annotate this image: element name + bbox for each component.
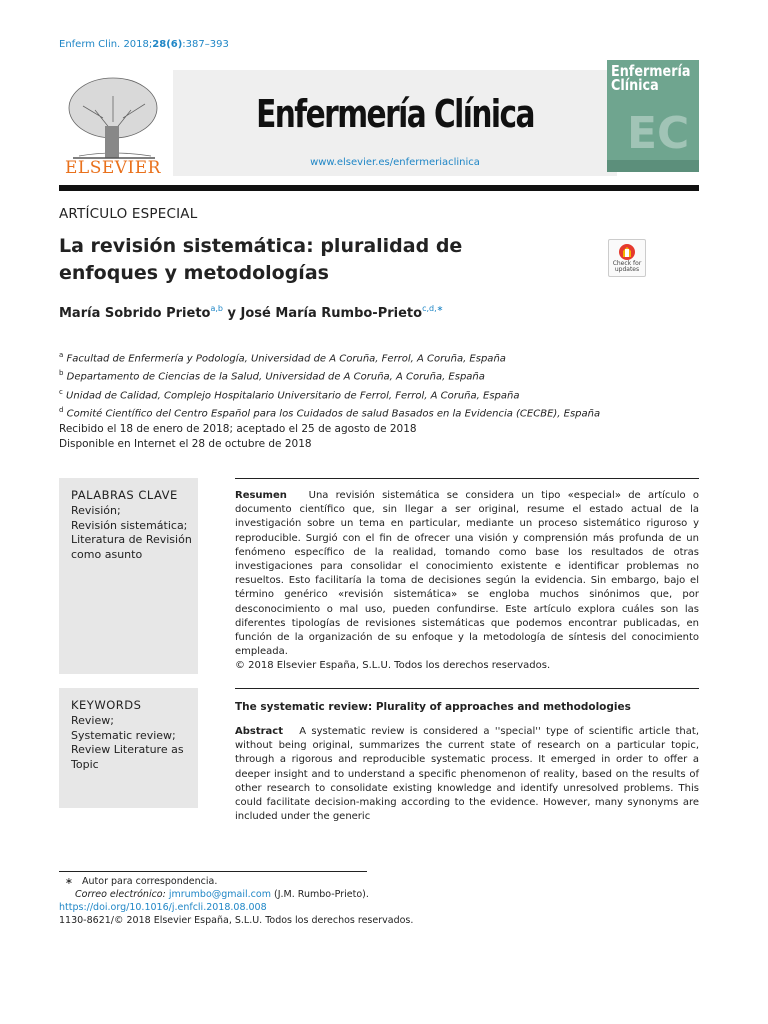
cover-title xyxy=(611,64,690,92)
doi-link[interactable]: https://doi.org/10.1016/j.enfcli.2018.08.008 xyxy=(59,902,267,913)
cover-footer-band xyxy=(607,160,699,172)
affiliation-text: Unidad de Calidad, Complejo Hospitalario Universitario de Ferrol, Ferrol, A Coruña, España xyxy=(66,389,520,401)
keywords-es-list xyxy=(71,504,196,562)
keywords-es-box xyxy=(59,478,198,674)
email-link[interactable]: jmrumbo@gmail.com xyxy=(168,889,271,900)
check-updates-icon xyxy=(618,243,636,261)
author-1-affil[interactable]: a,b xyxy=(210,304,223,313)
online-date: Disponible en Internet el 28 de octubre de 2018 xyxy=(59,438,312,450)
affiliations-list xyxy=(59,348,600,421)
affiliation-item xyxy=(59,348,600,366)
article-section-label: ARTÍCULO ESPECIAL xyxy=(59,206,198,222)
cover-title-line1: Enfermería xyxy=(611,62,691,80)
affiliation-text: Departamento de Ciencias de la Salud, Universidad de A Coruña, A Coruña, España xyxy=(66,371,485,383)
citation-line[interactable] xyxy=(59,39,229,50)
keywords-en-box xyxy=(59,688,198,808)
keyword-item: Revisión; xyxy=(71,504,121,517)
affiliation-marker: b xyxy=(59,369,64,378)
author-1[interactable]: María Sobrido Prieto xyxy=(59,306,211,321)
affiliation-marker: d xyxy=(59,405,64,414)
author-line xyxy=(59,304,443,321)
email-note xyxy=(59,888,413,901)
keywords-en-heading: KEYWORDS xyxy=(71,698,142,712)
keyword-item: Literatura de Revisión xyxy=(71,533,192,546)
resumen-block xyxy=(235,489,699,674)
keywords-es-heading: PALABRAS CLAVE xyxy=(71,488,178,502)
abstract-top-rule xyxy=(235,688,699,689)
keyword-item: Topic xyxy=(71,757,99,771)
footnote-marker: ∗ xyxy=(65,876,73,887)
affiliation-item xyxy=(59,385,600,403)
affiliation-marker: a xyxy=(59,351,64,359)
cover-logo: EC xyxy=(627,108,690,159)
journal-masthead xyxy=(173,70,617,176)
header-rule xyxy=(59,185,699,191)
citation-journal: Enferm Clin. xyxy=(59,39,121,50)
resumen-copyright: © 2018 Elsevier España, S.L.U. Todos los derechos reservados. xyxy=(235,660,551,672)
citation-year: 2018; xyxy=(123,39,153,50)
email-label: Correo electrónico: xyxy=(75,889,166,900)
footnotes xyxy=(59,875,413,927)
citation-pages: :387–393 xyxy=(182,39,229,50)
english-title: The systematic review: Plurality of approaches and methodologies xyxy=(235,701,631,713)
affiliation-item xyxy=(59,366,600,384)
keyword-item: Systematic review; xyxy=(71,728,176,742)
corresponding-author-note xyxy=(59,875,413,888)
affiliation-marker: c xyxy=(59,387,63,396)
abstract-label: Abstract xyxy=(235,726,284,737)
keywords-en-list xyxy=(71,714,196,772)
keyword-item: Review; xyxy=(71,714,114,727)
abstract-text: A systematic review is considered a ''special'' type of scientific article that, without being original, summarizes the current state of research on a particular topic, through a rigorous and reproducible systematic process. It emerged in order to offer a deeper insight and to understand a specific phenomenon of reality, based on the results of other research to consolidate existing knowledge and identify unresolved problems. This could facilitate decision-making according to the evidence. However, many synonyms are included under the generic xyxy=(235,726,699,823)
affiliation-text: Comité Científico del Centro Español para los Cuidados de salud Basados en la Evidencia (CECBE), España xyxy=(66,408,601,420)
check-updates-label: Check for updates xyxy=(612,260,642,273)
keyword-item: Revisión sistemática; xyxy=(71,518,188,532)
citation-volume: 28 xyxy=(152,39,167,50)
corresponding-author-text: Autor para correspondencia. xyxy=(82,876,218,887)
keyword-item: Review Literature as xyxy=(71,743,184,756)
resumen-top-rule xyxy=(235,478,699,479)
affiliation-item xyxy=(59,403,600,421)
affiliation-text: Facultad de Enfermería y Podología, Universidad de A Coruña, Ferrol, A Coruña, España xyxy=(66,353,506,365)
journal-title: Enfermería Clínica xyxy=(256,92,534,136)
elsevier-wordmark: ELSEVIER xyxy=(65,158,161,178)
journal-header xyxy=(59,58,699,184)
footnote-rule xyxy=(59,871,367,872)
issn-line: 1130-8621/© 2018 Elsevier España, S.L.U. Todos los derechos reservados. xyxy=(59,915,414,926)
keyword-item: como asunto xyxy=(71,547,143,561)
author-2[interactable]: José María Rumbo-Prieto xyxy=(240,306,423,321)
article-dates xyxy=(59,422,417,452)
author-2-affil[interactable]: c,d,∗ xyxy=(422,304,444,313)
author-separator: y xyxy=(223,306,241,321)
journal-cover-thumbnail xyxy=(607,60,699,172)
received-date: Recibido el 18 de enero de 2018; aceptado el 25 de agosto de 2018 xyxy=(59,423,417,435)
resumen-label: Resumen xyxy=(235,490,287,501)
cover-title-line2: Clínica xyxy=(611,76,659,94)
check-for-updates-button[interactable] xyxy=(608,239,646,277)
article-title: La revisión sistemática: pluralidad de enfoques y metodologías xyxy=(59,235,463,284)
email-author-name: (J.M. Rumbo-Prieto). xyxy=(274,889,369,900)
resumen-text: Una revisión sistemática se considera un tipo «especial» de artículo o documento científico que, sin llegar a ser original, resume el estado actual de la investigación sobre un tema en particular, mediante un proceso sistemático riguroso y reproducible. Surgió con el fin de ofrecer una visión y comprensión más profunda de un fenómeno específico de la realidad, tomando como base los resultados de otras investigaciones para consolidar el conocimiento existente e identificar problemas no resueltos. Esto facilitaría la toma de decisiones según la evidencia. Sin embargo, bajo el término genérico «revisión sistemática» se engloba muchos sinónimos que, por desconocimiento o mal uso, pueden confundirse. Este artículo explora cuáles son las diferentes tipologías de revisiones sistemáticas que podemos encontrar publicadas, en función de la organización de su enfoque y la metodología de síntesis del conocimiento empleada. xyxy=(235,490,699,658)
elsevier-logo xyxy=(59,70,167,182)
citation-issue: (6) xyxy=(166,39,183,50)
journal-url-link[interactable]: www.elsevier.es/enfermeriaclinica xyxy=(310,157,480,168)
abstract-block xyxy=(235,725,699,823)
